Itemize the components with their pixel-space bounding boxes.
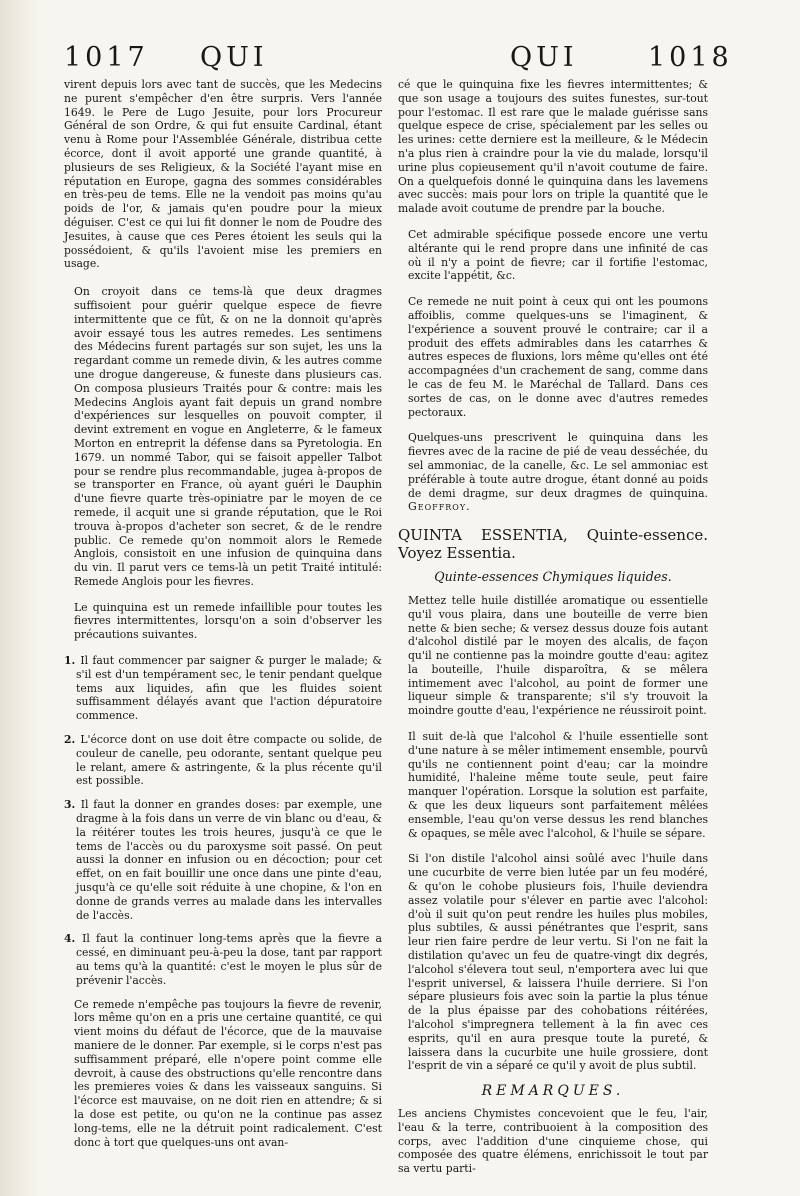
page-gutter-shadow	[0, 0, 40, 1196]
left-paragraph-2: On croyoit dans ce tems-là que deux dragmes suffisoient pour guérir quelque espece de fievre intermittente que ce fût, & on ne la donnoit qu'après avoir essayé tous les autres remedes. Les sentimens des Médecins furent partagés sur son sujet, les uns la regardant comme un remede divin, & les autres comme une drogue dangereuse, & funeste dans plusieurs cas. On composa plusieurs Traités pour & contre: mais les Medecins Anglois ayant fait depuis un grand nombre d'expériences sur lesquelles on pouvoit compter, il devint extrement en vogue en Angleterre, & le fameux Morton en entreprit la défense dans sa Pyretologia. En 1679. un nommé Tabor, qui se faisoit appeller Talbot pour se rendre plus recommandable, jugea à-propos de se transporter en France, où ayant guéri le Dauphin d'une fievre quarte très-opiniatre par le moyen de ce remede, il acquit une si grande réputation, que le Roi trouva à-propos d'acheter son secret, & de le rendre public. Ce remede qu'on nommoit alors le Remede Anglois, consistoit en une infusion de quinquina dans du vin. Il parut vers ce tems-là un petit Traité intitulé: Remede Anglois pour les fievres.	[74, 285, 382, 588]
right-paragraph-4-text: Quelques-uns prescrivent le quinquina dans les fievres avec de la racine de pié de veau desséchée, du sel ammoniac, de la canelle, &c. Le sel ammoniac est préférable à toute autre drogue, étant donné au poids de demi dragme, sur deux dragmes de quinquina.	[408, 431, 708, 500]
item-number: 2.	[64, 733, 76, 747]
numbered-item	[64, 798, 382, 922]
right-paragraph-6: Il suit de-là que l'alcohol & l'huile essentielle sont d'une nature à se mêler intimement ensemble, pourvû qu'ils ne contiennent point d'eau; car la moindre humidité, l'haleine même toute seule, peut faire manquer l'opération. Lorsque la solution est parfaite, & que les deux liqueurs sont parfaitement mêlées ensemble, l'eau qu'on verse dessus les rend blanches & opaques, se mêle avec l'alcohol, & l'huile se sépare.	[408, 730, 708, 840]
right-paragraph-5: Mettez telle huile distillée aromatique ou essentielle qu'il vous plaira, dans une bouteille de verre bien nette & bien seche; & versez dessus douze fois autant d'alcohol distilé par le moyen des alcalis, de façon qu'il ne contienne pas la moindre goutte d'eau: agitez la bouteille, l'huile disparoîtra, & se mêlera intimement avec l'alcohol, au point de former une liqueur simple & transparente; s'il s'y trouvoit la moindre goutte d'eau, l'expérience ne réussiroit point.	[408, 593, 708, 718]
right-paragraph-4	[398, 431, 708, 514]
left-paragraph-4: Ce remede n'empêche pas toujours la fievre de revenir, lors même qu'on en a pris une certaine quantité, ce qui vient moins du défaut de l'écorce, que de la mauvaise maniere de le donner. Par exemple, si le corps n'est pas suffisamment préparé, elle n'opere point comme elle devroit, à cause des obstructions qu'elle rencontre dans les premieres voies & dans les vaisseaux sanguins. Si l'écorce est mauvaise, on ne doit rien en attendre; & si la dose est petite, ou qu'on ne la continue pas assez long-tems, elle ne la détruit point radicalement. C'est donc à tort que quelques-uns ont avan-	[74, 997, 382, 1149]
left-running-head: QUI	[200, 42, 268, 73]
right-paragraph-1: cé que le quinquina fixe les fievres intermittentes; & que son usage a toujours des suites funestes, sur-tout pour l'estomac. Il est rare que le malade guérisse sans quelque espece de crise, spécialement par les selles ou les urines: cette derniere est la meilleure, & le Médecin n'a plus rien à craindre pour la vie du malade, lorsqu'il urine plus copieusement qu'il n'avoit coutume de faire. On a quelquefois donné le quinquina dans les lavemens avec succès: mais pour lors on triple la quantité que le malade avoit coutume de prendre par la bouche.	[398, 78, 708, 216]
item-text: Il faut la donner en grandes doses: par exemple, une dragme à la fois dans un verre de vin blanc ou d'eau, & la réitérer toutes les trois heures, jusqu'à ce que le tems de l'accès ou du paroxysme soit passé. On peut aussi la donner en infusion ou en décoction; pour cet effet, on en fait bouillir une once dans une pinte d'eau, jusqu'à ce qu'elle soit réduite à une chopine, & l'on en donne de grands verres au malade dans les intervalles de l'accès.	[76, 798, 382, 922]
left-paragraph-1: virent depuis lors avec tant de succès, que les Medecins ne purent s'empêcher d'en être surpris. Vers l'année 1649. le Pere de Lugo Jesuite, pour lors Procureur Général de son Ordre, & qui fut ensuite Cardinal, étant venu à Rome pour l'Assemblée Générale, distribua cette écorce, dont il avoit apporté une grande quantité, à plusieurs de ses Religieux, & la Société l'ayant mise en réputation en Europe, gagna des sommes considérables en très-peu de tems. Elle ne la vendoit pas moins qu'au poids de l'or, & jamais qu'en poudre pour la mieux déguiser. C'est ce qui lui fit donner le nom de Poudre des Jesuites, à cause que ces Peres étoient les seuls qui la possédoient, & qu'ils l'avoient mise les premiers en usage.	[64, 78, 382, 271]
numbered-item	[64, 932, 382, 987]
item-text: Il faut la continuer long-tems après que la fievre a cessé, en diminuant peu-à-peu la dose, tant par rapport au tems qu'à la quantité: c'est le moyen le plus sûr de prévenir l'accès.	[76, 932, 382, 987]
left-page-number: 1017	[64, 42, 149, 73]
numbered-item	[64, 733, 382, 788]
right-running-head: QUI	[510, 42, 578, 73]
item-text: L'écorce dont on use doit être compacte ou solide, de couleur de canelle, peu odorante, sentant quelque peu le relant, amere & astringente, & la plus récente qu'il est possible.	[76, 733, 383, 788]
numbered-item	[64, 654, 382, 723]
item-number: 1.	[64, 654, 76, 668]
right-paragraph-7: Si l'on distile l'alcohol ainsi soûlé avec l'huile dans une cucurbite de verre bien lutée par un feu modéré, & qu'on le cohobe plusieurs fois, l'huile deviendra assez volatile pour s'élever en partie avec l'alcohol: d'où il suit qu'on peut rendre les huiles plus mobiles, plus subtiles, & aussi pénétrantes que l'esprit, sans leur rien faire perdre de leur vertu. Si l'on ne fait la distilation qu'avec un feu de quatre-vingt dix degrés, l'alcohol s'élevera tout seul, n'emportera avec lui que l'esprit universel, & laissera l'huile derriere. Si l'on sépare plusieurs fois avec soin la partie la plus ténue de la plus épaisse par des cohobations réitérées, l'alcohol s'impregnera tellement à la fin avec ces esprits, qu'il en aura presque toute la pureté, & laissera dans la cucurbite une huile grossiere, dont l'esprit de vin a séparé ce qu'il y avoit de plus subtil.	[408, 852, 708, 1073]
entry-heading: QUINTA ESSENTIA, Quinte-essence. Voyez Essentia.	[398, 526, 708, 563]
right-paragraph-3: Ce remede ne nuit point à ceux qui ont les poumons affoiblis, comme quelques-uns se l'imaginent, & l'expérience a souvent prouvé le contraire; car il a produit des effets admirables dans les catarrhes & autres especes de fluxions, lors même qu'elles ont été accompagnées d'un crachement de sang, comme dans le cas de feu M. le Maréchal de Tallard. Dans ces sortes de cas, on le donne avec d'autres remedes pectoraux.	[408, 295, 708, 419]
left-column	[64, 78, 382, 1161]
item-number: 4.	[64, 932, 76, 946]
right-paragraph-2: Cet admirable spécifique possede encore une vertu altérante qui le rend propre dans une infinité de cas où il n'y a point de fievre; car il fortifie l'estomac, excite l'appétit, &c.	[408, 227, 708, 283]
entry-subheading: Quinte-essences Chymiques liquides.	[434, 569, 672, 585]
left-paragraph-3: Le quinquina est un remede infaillible pour toutes les fievres intermittentes, lorsqu'on a soin d'observer les précautions suivantes.	[74, 600, 382, 642]
author-signature: Geoffroy.	[408, 500, 471, 514]
right-page-number: 1018	[648, 42, 733, 73]
right-paragraph-8: Les anciens Chymistes concevoient que le feu, l'air, l'eau & la terre, contribuoient à la composition des corps, avec l'addition d'une cinquieme chose, qui composée des quatre élémens, enrichissoit le tout par sa vertu parti-	[398, 1107, 708, 1176]
right-column	[398, 78, 708, 1188]
item-number: 3.	[64, 798, 76, 812]
remarques-title: REMARQUES.	[481, 1083, 625, 1100]
item-text: Il faut commencer par saigner & purger le malade; & s'il est d'un tempérament sec, le tenir pendant quelque tems aux liquides, afin que les fluides soient suffisamment délayés avant que l'action dépuratoire commence.	[76, 654, 382, 723]
